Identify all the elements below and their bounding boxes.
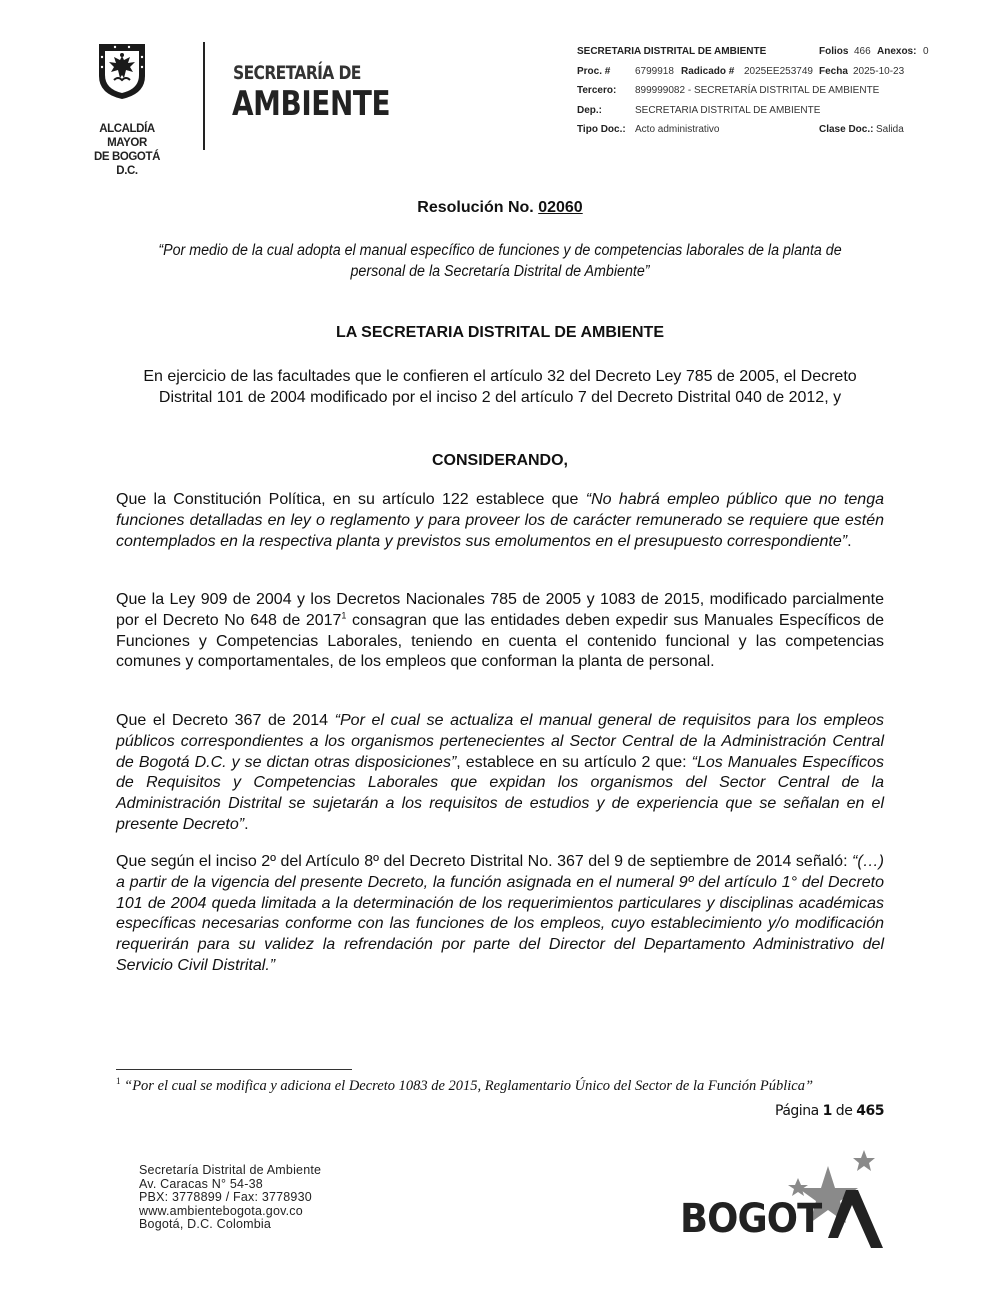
- page-middle: de: [831, 1103, 857, 1119]
- text-run: .: [244, 815, 249, 833]
- text-run: , establece en su artículo 2 que:: [456, 753, 692, 771]
- address-line: Bogotá, D.C. Colombia: [139, 1217, 272, 1231]
- footnote-marker: 1: [116, 1076, 121, 1087]
- text-run: .: [847, 532, 852, 550]
- quote-run: “Por el cual se actualiza el manual general de requisitos para los empleos públicos correspondientes a los organismos pertenecientes al Sector Central de la Administración Central de Bogotá D.C. y se dictan otras disposiciones”: [116, 712, 885, 771]
- proc-value: 6799918: [635, 65, 674, 77]
- text-run: consagran que las entidades deben expedir sus Manuales Específicos de Funciones y Competencias Laborales, teniendo en cuenta el contenido funcional y las competencias comunes y comportamentales, de los empleos que conforman la planta de personal.: [116, 611, 885, 671]
- text-run: Que la Constitución Política, en su artículo 122 establece que: [116, 491, 586, 508]
- page-prefix: Página: [775, 1103, 823, 1119]
- entity-logo-line1: SECRETARÍA DE: [233, 62, 361, 84]
- resolution-title: [0, 199, 1000, 217]
- bogota-brand-logo: [678, 1148, 888, 1253]
- address-line: Av. Caracas N° 54-38: [139, 1176, 263, 1191]
- stamp-row-proc: [577, 62, 937, 82]
- stamp-row-dep: [577, 101, 937, 121]
- powers-paragraph: En ejercicio de las facultades que le confieren el artículo 32 del Decreto Ley 785 de 2005, el Decreto Distrital 101 de 2004 modificado por el inciso 2 del artículo 7 del Decreto Distrital 040 de 2012, y: [143, 368, 857, 406]
- paragraph-decreto-367: [116, 711, 884, 836]
- proc-label: Proc. #: [577, 65, 611, 77]
- logo-divider: [203, 42, 205, 150]
- filing-stamp: [577, 42, 937, 140]
- paragraph-inciso-2: [116, 852, 884, 977]
- stamp-entity: SECRETARIA DISTRITAL DE AMBIENTE: [577, 46, 767, 57]
- radicado-label: Radicado #: [681, 65, 735, 77]
- anexos-value: 0: [923, 46, 929, 57]
- entity-logo-line2: AMBIENTE: [232, 84, 391, 124]
- text-run: Que según el inciso 2º del Artículo 8º del Decreto Distrital No. 367 del 9 de septiembre de 2014 señaló:: [116, 853, 853, 870]
- tipo-doc-value: Acto administrativo: [635, 124, 720, 135]
- authority-heading: LA SECRETARIA DISTRITAL DE AMBIENTE: [336, 324, 664, 341]
- resolution-title-prefix: Resolución No.: [417, 199, 539, 216]
- paragraph-ley-909: [116, 590, 884, 673]
- clase-doc-value: Salida: [876, 124, 904, 135]
- footnote-reference[interactable]: 1: [341, 610, 347, 621]
- radicado-value: 2025EE253749: [744, 65, 813, 77]
- tercero-value: 899999082 - SECRETARÍA DISTRITAL DE AMBIENTE: [635, 85, 880, 96]
- tipo-doc-label: Tipo Doc.:: [577, 124, 626, 135]
- address-line: PBX: 3778899 / Fax: 3778930: [139, 1190, 312, 1204]
- quote-run: “No habrá empleo público que no tenga funciones detalladas en ley o reglamento y para proveer los de carácter remunerado se requiere que estén contemplados en la respectiva planta y previstos sus emolumentos en el presupuesto correspondiente”: [116, 491, 884, 550]
- considerando-heading: CONSIDERANDO,: [431, 452, 568, 469]
- resolution-number: 02060: [538, 199, 583, 216]
- text-run: Que el Decreto 367 de 2014: [116, 712, 335, 729]
- page-current: 1: [822, 1103, 832, 1119]
- fecha-label: Fecha: [819, 65, 848, 77]
- anexos-label: Anexos:: [877, 46, 917, 57]
- page-total: 465: [856, 1103, 884, 1119]
- footnote-text: “Por el cual se modifica y adiciona el Decreto 1083 de 2015, Reglamentario Único del Sector de la Función Pública”: [124, 1078, 814, 1094]
- folios-label: Folios: [819, 46, 849, 57]
- stamp-row-tipo: [577, 120, 937, 140]
- footer-address: [139, 1164, 321, 1232]
- alcaldia-line1: ALCALDÍA MAYOR: [99, 123, 155, 149]
- tercero-label: Tercero:: [577, 85, 617, 96]
- clase-doc-label: Clase Doc.:: [819, 124, 874, 135]
- bogota-coat-of-arms-icon: [97, 42, 147, 100]
- stamp-row-tercero: [577, 81, 937, 101]
- quote-run: “(…) a partir de la vigencia del presente Decreto, la función asignada en el numeral 9º del artículo 1° del Decreto 101 de 2004 queda limitada a la determinación de los requerimientos particulares y disciplinas académicas específicas necesarias conforme con las funciones de los empleos, cuyo establecimiento y/o modificación requerirán para su validez la refrendación por parte del Director del Departamento Administrativo del Servicio Civil Distrital.”: [116, 853, 884, 974]
- footnote-separator: [116, 1069, 352, 1070]
- alcaldia-line2: DE BOGOTÁ D.C.: [93, 151, 161, 177]
- paragraph-constitution: [116, 490, 884, 552]
- bogota-wordmark: BOGOT: [680, 1196, 822, 1242]
- resolution-subtitle: “Por medio de la cual adopta el manual específico de funciones y de competencias laborales de la planta de personal de la Secretaría Distrital de Ambiente”: [158, 242, 842, 280]
- website-link[interactable]: www.ambientebogota.gov.co: [139, 1203, 303, 1218]
- page-number: [775, 1103, 884, 1119]
- alcaldia-logo-text: [82, 122, 172, 178]
- dep-label: Dep.:: [577, 104, 602, 116]
- dep-value: SECRETARIA DISTRITAL DE AMBIENTE: [635, 104, 821, 116]
- quote-run: “Los Manuales Específicos de Requisitos y Competencias Laborales que expidan los organismos del Sector Central de la Administración Distrital se sujetarán a los requisitos de estudios y de experiencia que se señalan en el presente Decreto”: [116, 753, 885, 833]
- fecha-value: 2025-10-23: [853, 65, 905, 77]
- text-run: Que la Ley 909 de 2004 y los Decretos Nacionales 785 de 2005 y 1083 de 2015, modificado parcialmente por el Decreto No 648 de 2017: [116, 591, 884, 629]
- folios-value: 466: [854, 46, 871, 57]
- address-line: Secretaría Distrital de Ambiente: [139, 1163, 322, 1177]
- stamp-row-entity: [577, 42, 937, 62]
- footnote: [116, 1078, 896, 1095]
